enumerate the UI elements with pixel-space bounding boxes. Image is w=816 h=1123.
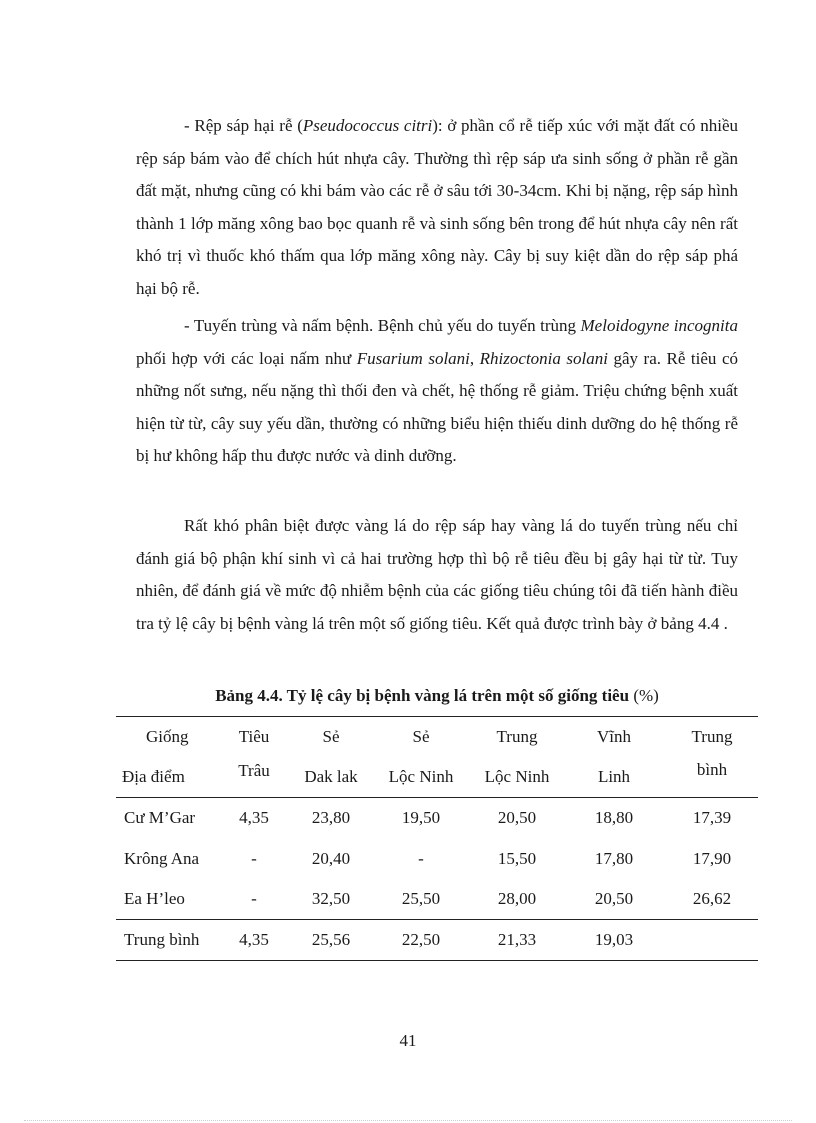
cell-vinh-linh: 17,80 [594, 849, 634, 868]
header-dia-diem: Địa điểm [122, 767, 185, 786]
header-tieu-trau-1: Tiêu [238, 727, 270, 746]
header-se-daklak-2: Dak lak [304, 767, 358, 786]
header-trung-binh-1: Trung [691, 727, 733, 746]
row-location: Ea H’leo [124, 889, 185, 908]
header-trung-binh-2: bình [696, 760, 728, 779]
page-number: 41 [399, 1031, 417, 1050]
table-header-rule [116, 797, 758, 798]
p2-text-1: - Tuyến trùng và nấm bệnh. Bệnh chủ yếu do tuyến trùng [184, 316, 581, 335]
paragraph-assessment [136, 510, 738, 640]
cell-tieu-trau: 4,35 [239, 808, 269, 827]
table-total-rule [116, 919, 758, 920]
cell-trung-binh: 26,62 [692, 889, 732, 908]
cell-vinh-linh: 20,50 [594, 889, 634, 908]
cell-se-daklak: 20,40 [311, 849, 351, 868]
header-giong: Giống [146, 727, 189, 746]
row-location: Krông Ana [124, 849, 200, 868]
table-caption [116, 683, 758, 709]
row-location: Cư M’Gar [124, 808, 196, 827]
table-top-rule [116, 716, 758, 717]
p2-species-meloidogyne: Meloidogyne incognita [580, 316, 738, 335]
total-se-daklak: 25,56 [311, 930, 351, 949]
cell-trung-locninh: 20,50 [497, 808, 537, 827]
header-trung-locninh-1: Trung [496, 727, 538, 746]
p1-species-name: Pseudococcus citri [302, 116, 433, 135]
p2-species-rhizoctonia: Rhizoctonia solani [479, 348, 608, 368]
total-vinh-linh: 19,03 [594, 930, 634, 949]
header-se-locninh-2: Lộc Ninh [388, 767, 454, 786]
p2-species-fusarium: Fusarium solani [356, 348, 470, 368]
header-se-daklak-1: Sẻ [322, 727, 340, 746]
cell-trung-locninh: 28,00 [497, 889, 537, 908]
page-bottom-divider [24, 1120, 792, 1121]
cell-tieu-trau: - [251, 849, 257, 868]
p2-text-3: , [469, 348, 480, 368]
cell-vinh-linh: 18,80 [594, 808, 634, 827]
paragraph-nematode-fungi [136, 310, 738, 473]
p1-text-2: ): ở phần cổ rễ tiếp xúc với mặt đất có nhiều rệp sáp bám vào để chích hút nhựa cây. Thường thì rệp sáp ưa sinh sống ở phần rễ gần đất mặt, nhưng cũng có khi bám vào các rễ ở sâu tới 30-34cm. Khi bị nặng, rệp sáp hình thành 1 lớp măng xông bao bọc quanh rễ và sinh sống bên trong để hút nhựa cây nên rất khó trị vì thuốc khó thấm qua lớp măng xông này. Cây bị suy kiệt dần do rệp sáp phá hại bộ rễ. [136, 116, 739, 298]
p2-text-4: gây ra. Rễ tiêu có những nốt sưng, nếu nặng thì thối đen và chết, hệ thống rễ giảm. Triệu chứng bệnh xuất hiện từ từ, cây suy yếu dần, thường có những biểu hiện thiếu dinh dưỡng do hệ thống rễ bị hư không hấp thu được nước và dinh dưỡng. [136, 348, 738, 465]
p1-text-1: - Rệp sáp hại rễ ( [184, 116, 303, 135]
table-caption-unit: (%) [629, 686, 659, 705]
cell-se-locninh: 25,50 [401, 889, 441, 908]
header-trung-locninh-2: Lộc Ninh [484, 767, 550, 786]
cell-se-locninh: 19,50 [401, 808, 441, 827]
cell-se-locninh: - [418, 849, 424, 868]
total-tieu-trau: 4,35 [239, 930, 269, 949]
cell-trung-locninh: 15,50 [497, 849, 537, 868]
p2-text-2: phối hợp với các loại nấm như [136, 348, 357, 368]
table-bottom-rule [116, 960, 758, 961]
cell-se-daklak: 32,50 [311, 889, 351, 908]
table-caption-title: Bảng 4.4. Tỷ lệ cây bị bệnh vàng lá trên một số giống tiêu [215, 686, 630, 705]
header-vinh-linh-2: Linh [597, 767, 631, 786]
paragraph-root-mealybug [136, 110, 738, 305]
total-se-locninh: 22,50 [401, 930, 441, 949]
total-label: Trung bình [124, 930, 200, 949]
cell-trung-binh: 17,90 [692, 849, 732, 868]
cell-trung-binh: 17,39 [692, 808, 732, 827]
header-se-locninh-1: Sẻ [412, 727, 430, 746]
total-trung-locninh: 21,33 [497, 930, 537, 949]
cell-se-daklak: 23,80 [311, 808, 351, 827]
p3-text-1: Rất khó phân biệt được vàng lá do rệp sáp hay vàng lá do tuyến trùng nếu chỉ đánh giá bộ phận khí sinh vì cả hai trường hợp thì bộ rễ tiêu đều bị gây hại từ từ. Tuy nhiên, để đánh giá về mức độ nhiễm bệnh của các giống tiêu chúng tôi đã tiến hành điều tra tỷ lệ cây bị bệnh vàng lá trên một số giống tiêu. Kết quả được trình bày ở bảng 4.4 . [136, 516, 738, 633]
header-tieu-trau-2: Trâu [238, 761, 270, 780]
header-vinh-linh-1: Vĩnh [597, 727, 631, 746]
cell-tieu-trau: - [251, 889, 257, 908]
